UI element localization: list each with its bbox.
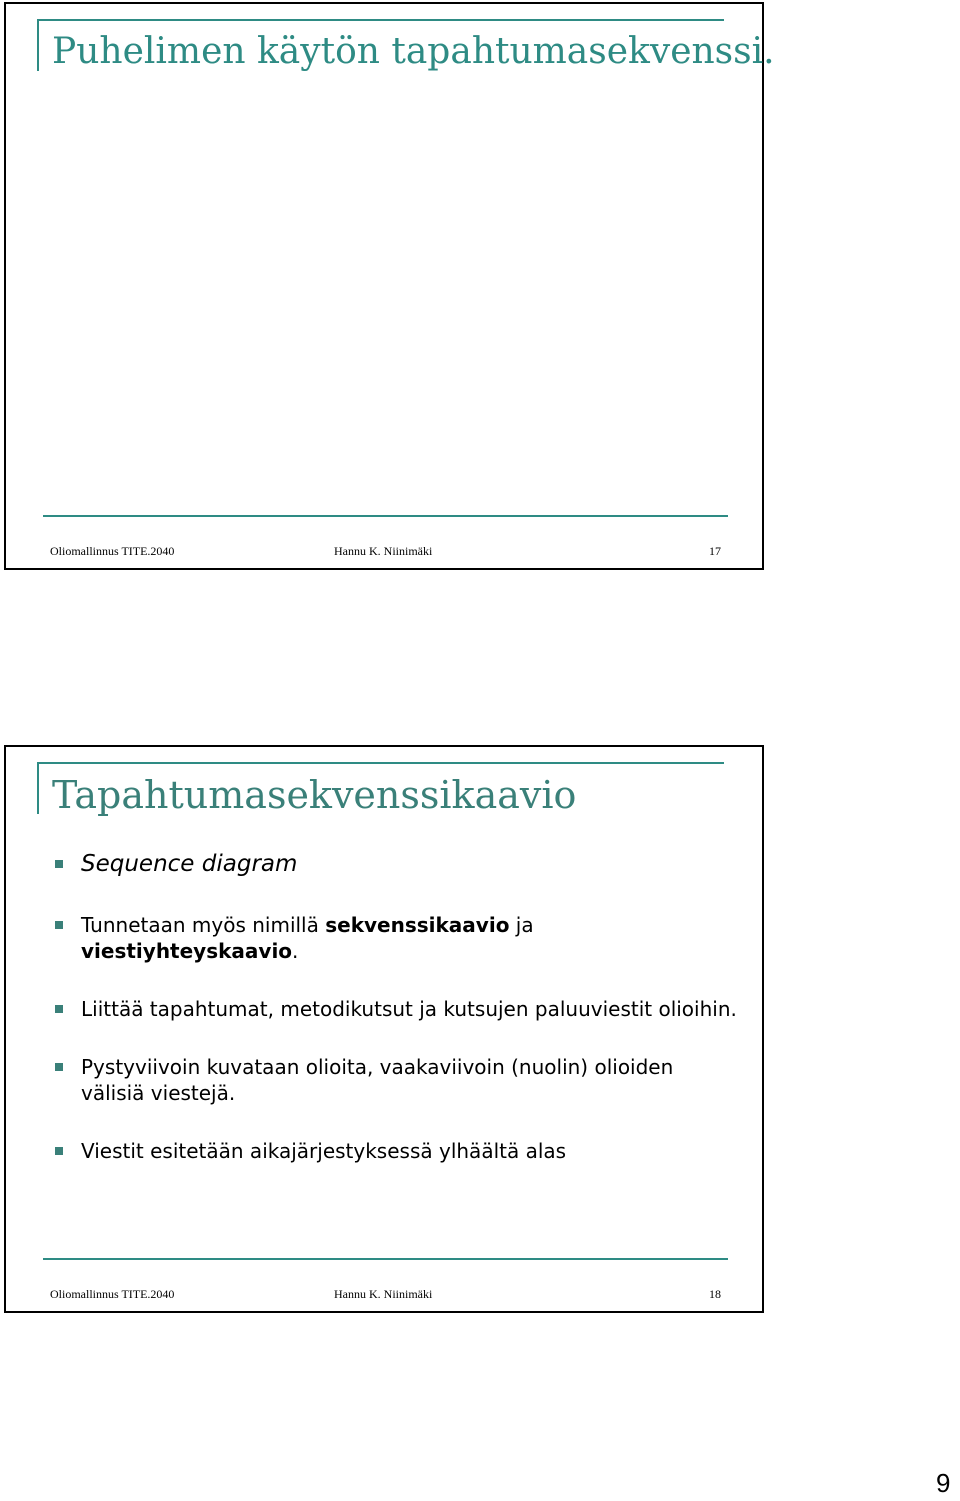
bullet-item: [53, 851, 743, 877]
title-rule-left: [37, 762, 39, 814]
bullet-term-sekvenssikaavio: sekvenssikaavio: [325, 913, 510, 937]
slide-17: [4, 2, 775, 570]
slide-title: Puhelimen käytön tapahtumasekvenssi.: [52, 31, 775, 72]
slide-18: [4, 745, 764, 1313]
square-bullet-icon: [55, 1147, 63, 1155]
title-rule-top: [37, 762, 724, 764]
title-rule-top: [37, 19, 724, 21]
square-bullet-icon: [55, 921, 63, 929]
footer-rule: [43, 1258, 728, 1260]
footer-slide-number: 17: [709, 544, 721, 558]
footer-author: Hannu K. Niinimäki: [334, 1287, 433, 1301]
bullet-item: [53, 912, 743, 964]
bullet-text-middle: ja: [509, 913, 534, 937]
square-bullet-icon: [55, 1063, 63, 1071]
square-bullet-icon: [55, 1005, 63, 1013]
bullet-text: Liittää tapahtumat, metodikutsut ja kutsujen paluuviestit olioihin.: [81, 997, 737, 1021]
bullet-text: Sequence diagram: [81, 851, 298, 877]
bullet-term-viestiyhteyskaavio: viestiyhteyskaavio: [81, 939, 293, 963]
bullet-item: [53, 1138, 743, 1164]
bullet-item: [53, 1054, 743, 1106]
footer-course: Oliomallinnus TITE.2040: [50, 1287, 175, 1301]
footer-author: Hannu K. Niinimäki: [334, 544, 433, 558]
footer-rule: [43, 515, 728, 517]
title-rule-left: [37, 19, 39, 71]
footer-slide-number: 18: [709, 1287, 721, 1301]
square-bullet-icon: [55, 860, 63, 868]
footer-course: Oliomallinnus TITE.2040: [50, 544, 175, 558]
page-number: 9: [936, 1468, 951, 1498]
bullet-item: [53, 996, 743, 1022]
bullet-list: [53, 851, 743, 1199]
bullet-text: Pystyviivoin kuvataan olioita, vaakaviivoin (nuolin) olioiden välisiä viestejä.: [81, 1055, 674, 1105]
slide-title: Tapahtumasekvenssikaavio: [52, 773, 577, 817]
bullet-text-suffix: .: [292, 939, 299, 963]
bullet-text-prefix: Tunnetaan myös nimillä: [81, 913, 326, 937]
bullet-text: Viestit esitetään aikajärjestyksessä ylhäältä alas: [81, 1139, 567, 1163]
